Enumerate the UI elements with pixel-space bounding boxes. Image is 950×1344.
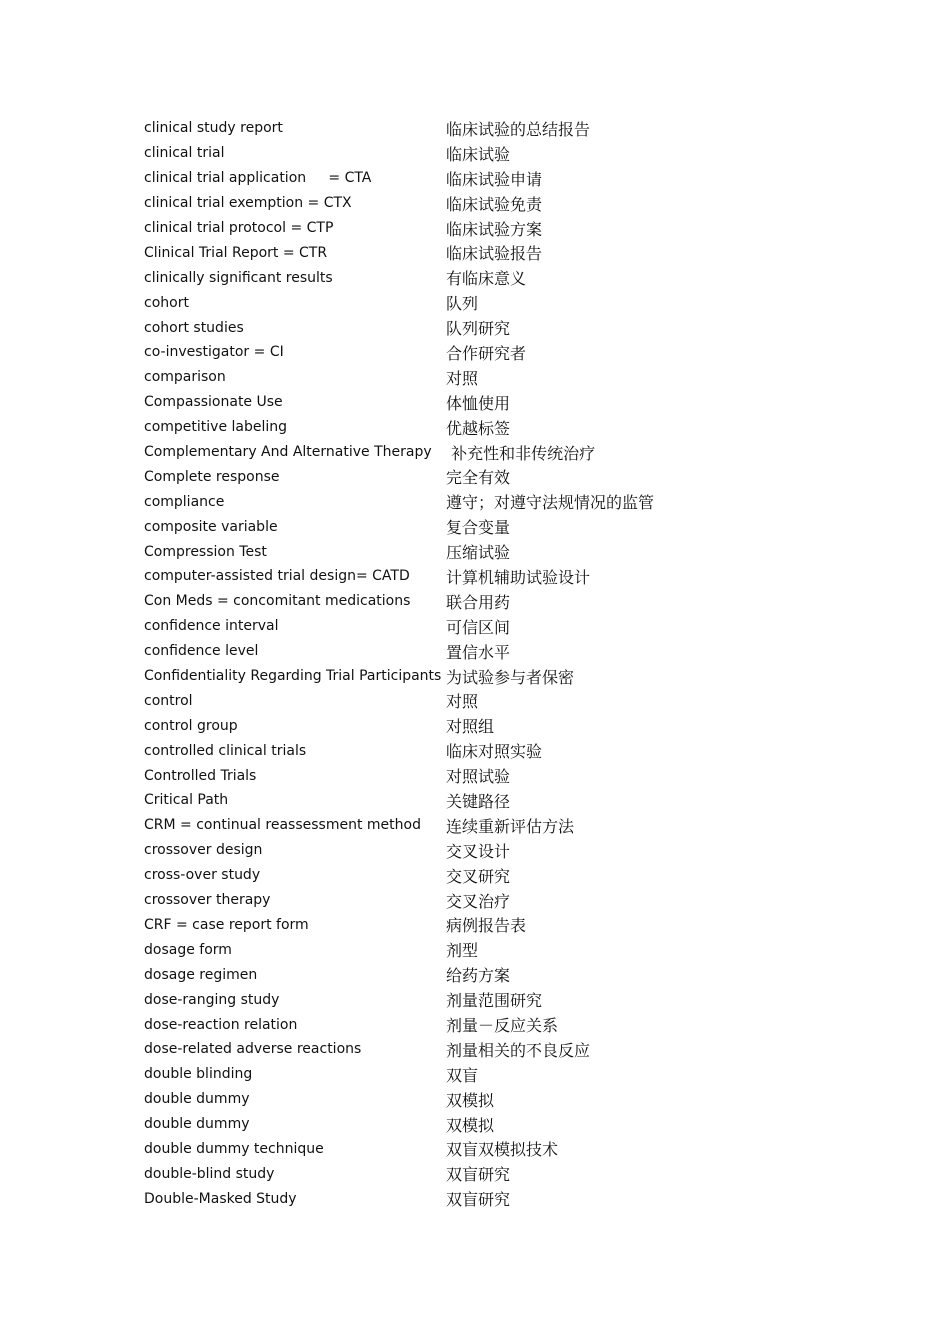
term-english: Clinical Trial Report = CTR [144,244,328,261]
glossary-row [144,1062,864,1087]
glossary-row [144,216,864,241]
term-english: clinical trial application = CTA [144,170,372,187]
term-chinese: 联合用药 [446,592,511,612]
term-chinese: 交叉研究 [446,866,511,886]
glossary-row [144,1012,864,1037]
term-chinese: 病例报告表 [446,916,527,936]
glossary-row [144,962,864,987]
term-english: control [144,692,193,709]
term-english: composite variable [144,518,278,535]
term-english: computer-assisted trial design= CATD [144,568,410,585]
term-english: co-investigator = CI [144,344,284,361]
term-english: controlled clinical trials [144,742,307,759]
glossary-row [144,589,864,614]
term-english: Con Meds = concomitant medications [144,593,411,610]
glossary-row [144,240,864,265]
term-chinese: 合作研究者 [446,343,527,363]
glossary-row [144,1037,864,1062]
term-english: clinical trial exemption = CTX [144,195,352,212]
term-english: cross-over study [144,867,261,884]
glossary-row [144,788,864,813]
term-english: confidence level [144,643,259,660]
term-chinese: 双盲 [446,1065,479,1085]
term-english: clinical trial protocol = CTP [144,220,334,236]
glossary-row [144,763,864,788]
glossary-row [144,913,864,938]
term-chinese: 复合变量 [446,518,511,538]
glossary-row [144,987,864,1012]
term-english: CRF = case report form [144,916,309,933]
glossary-row [144,265,864,290]
term-english: double blinding [144,1066,253,1083]
term-english: Double-Masked Study [144,1190,297,1207]
glossary-row [144,664,864,689]
term-english: cohort studies [144,319,244,336]
term-chinese: 双盲研究 [446,1165,511,1185]
glossary-row [144,539,864,564]
glossary-row [144,688,864,713]
term-chinese: 交叉设计 [446,841,511,861]
term-chinese: 双盲研究 [446,1190,511,1210]
term-chinese: 连续重新评估方法 [446,816,575,836]
term-chinese: 临床对照实验 [446,742,543,762]
term-english: Critical Path [144,792,229,809]
term-chinese: 关键路径 [446,791,511,811]
term-chinese: 完全有效 [446,468,511,488]
term-chinese: 遵守；对遵守法规情况的监管 [446,493,655,513]
glossary-row [144,365,864,390]
term-chinese: 临床试验报告 [446,244,543,264]
glossary-row [144,315,864,340]
term-english: double dummy technique [144,1140,324,1157]
glossary-row [144,166,864,191]
term-english: crossover therapy [144,892,271,909]
term-chinese: 临床试验申请 [446,169,543,189]
term-chinese: 补充性和非传统治疗 [446,443,596,463]
glossary-row [144,489,864,514]
term-chinese: 对照 [446,692,479,712]
term-chinese: 计算机辅助试验设计 [446,567,591,587]
term-english: crossover design [144,842,263,859]
glossary-row [144,1137,864,1162]
glossary-row [144,1112,864,1137]
term-chinese: 给药方案 [446,966,511,986]
term-english: control group [144,717,238,734]
term-chinese: 剂量相关的不良反应 [446,1040,591,1060]
glossary-row [144,390,864,415]
glossary-row [144,937,864,962]
glossary-row [144,1087,864,1112]
term-english: dosage regimen [144,966,258,983]
term-english: double dummy [144,1091,250,1108]
glossary-row [144,838,864,863]
term-english: double dummy [144,1116,250,1133]
term-english: compliance [144,493,225,510]
term-chinese: 可信区间 [446,617,511,637]
term-chinese: 体恤使用 [446,393,511,413]
glossary-row [144,464,864,489]
term-chinese: 双盲双模拟技术 [446,1140,559,1160]
glossary-row [144,863,864,888]
term-english: Confidentiality Regarding Trial Participants [144,668,442,685]
glossary-row [144,1186,864,1211]
glossary-row [144,738,864,763]
glossary-row [144,639,864,664]
term-chinese: 剂量－反应关系 [446,1016,559,1035]
term-english: Controlled Trials [144,767,257,784]
term-english: comparison [144,369,226,386]
glossary-row [144,888,864,913]
glossary-row [144,440,864,465]
term-english: clinical study report [144,120,283,137]
glossary-row [144,191,864,216]
glossary-row [144,415,864,440]
term-chinese: 置信水平 [446,642,511,662]
glossary-row [144,141,864,166]
glossary-row [144,514,864,539]
term-chinese: 交叉治疗 [446,891,511,911]
term-english: dosage form [144,941,232,958]
term-chinese: 队列研究 [446,319,511,339]
term-chinese: 对照 [446,368,479,388]
glossary-row [144,116,864,141]
term-english: Compassionate Use [144,394,283,411]
term-chinese: 有临床意义 [446,269,527,289]
glossary-row [144,713,864,738]
term-chinese: 临床试验的总结报告 [446,119,591,139]
term-chinese: 队列 [446,294,479,314]
term-english: dose-ranging study [144,991,280,1008]
glossary-row [144,614,864,639]
term-chinese: 为试验参与者保密 [446,667,575,687]
term-english: dose-related adverse reactions [144,1041,362,1058]
term-chinese: 对照组 [446,717,495,737]
glossary-table [144,116,864,1211]
term-chinese: 压缩试验 [446,543,511,563]
term-english: Complementary And Alternative Therapy [144,444,432,461]
term-english: clinically significant results [144,269,333,286]
term-chinese: 临床试验免责 [446,194,543,214]
term-english: clinical trial [144,145,225,162]
term-chinese: 剂量范围研究 [446,991,543,1011]
term-english: CRM = continual reassessment method [144,817,421,834]
term-english: cohort [144,294,189,311]
term-english: Complete response [144,468,280,485]
glossary-row [144,813,864,838]
term-chinese: 优越标签 [446,418,511,438]
term-chinese: 临床试验 [446,144,511,164]
term-chinese: 双模拟 [446,1115,495,1135]
term-chinese: 对照试验 [446,767,511,787]
term-chinese: 双模拟 [446,1090,495,1110]
glossary-row [144,1161,864,1186]
term-english: competitive labeling [144,419,288,436]
term-english: double-blind study [144,1165,275,1182]
term-english: confidence interval [144,618,279,635]
glossary-row [144,564,864,589]
term-english: dose-reaction relation [144,1016,298,1033]
term-english: Compression Test [144,543,267,560]
term-chinese: 临床试验方案 [446,219,543,239]
glossary-row [144,290,864,315]
term-chinese: 剂型 [446,941,479,961]
glossary-row [144,340,864,365]
